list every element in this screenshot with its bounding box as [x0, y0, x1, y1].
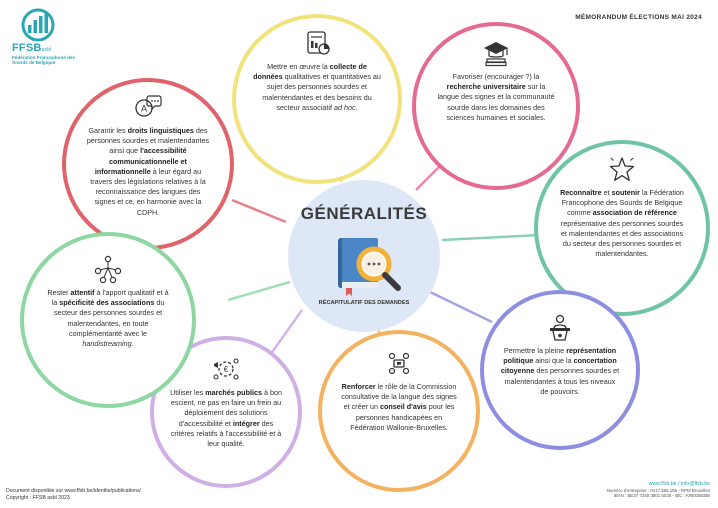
- logo-subtitle: Fédération Francophone des Sourds de Belgique: [12, 55, 76, 66]
- footer-right: [607, 482, 710, 499]
- memo-title: MÉMORANDUM ÉLECTIONS MAI 2024: [575, 14, 702, 21]
- circle-attentif: [20, 232, 196, 408]
- circle-collecte: [232, 14, 402, 184]
- svg-text:€: €: [223, 365, 229, 374]
- footer-left: [6, 488, 141, 501]
- circle-droits: [62, 78, 234, 250]
- public-procurement-icon: [211, 354, 241, 384]
- connector-marches: [268, 310, 302, 358]
- text-attentif: Rester attentif à l'apport qualitatif et à la spécificité des associations du secteur des personnes sourdes et malentendantes, en toute complémentarité avec le handistreaming.: [47, 288, 169, 349]
- footer-document-link: Document disponible sur www.ffsb.be/identite/publications/: [6, 488, 141, 494]
- footer-copyright: Copyright : FFSB asbl 2023: [6, 494, 70, 501]
- text-marches: Utiliser les marchés publics à bon escient, ne pas en faire un frein au déploiement des solutions d'accessibilité et intégrer des critères relatifs à l'accessibilité et à leur qualité.: [170, 388, 282, 449]
- connector-attentif: [228, 282, 290, 300]
- data-dashboard-icon: [302, 28, 332, 58]
- text-representation: Permettre la pleine représentation politique ainsi que la concertation citoyenne des personnes sourdes et malentendantes à tous les niveaux de pouvoirs.: [500, 346, 620, 396]
- language-speech-icon: [133, 92, 163, 122]
- center-subtitle: RÉCAPITULATIF DES DEMANDES: [318, 300, 410, 306]
- speaker-podium-icon: [545, 312, 575, 342]
- connector-droits: [232, 200, 286, 222]
- svg-text:A: A: [140, 103, 148, 114]
- connector-representation: [430, 292, 492, 322]
- logo-text: FFSBasbl: [12, 42, 52, 54]
- graduation-cap-icon: [481, 38, 511, 68]
- center-hub: [288, 180, 440, 332]
- text-collecte: Mettre en œuvre la collecte de données qualitatives et quantitatives au sujet des personnes sourdes et malentendantes et des besoins du secteur associatif ad hoc.: [253, 62, 381, 112]
- center-title: GÉNÉRALITÉS: [300, 204, 428, 223]
- meeting-table-icon: [384, 348, 414, 378]
- text-droits: Garantir les droits linguistiques des personnes sourdes et malentendantes ainsi que l'accessibilité communicationnelle et informationnelle à leur égard au travers des législations relatives à la reconnaissance des langues des signes et ce, en harmonie avec la CDPH.: [86, 126, 210, 217]
- circle-recherche: [412, 22, 580, 190]
- text-reconnaitre: Reconnaître et soutenir la Fédération Francophone des Sourds de Belgique comme association de référence représentative des personnes sourdes et malentendantes et des associations du secteur des personnes sourdes et malentendantes.: [560, 188, 684, 259]
- footer-website: www.ffsb.be / info@ffsb.be: [648, 481, 710, 487]
- footer-company-number: Numéro d'entreprise : 0417.366.155 - RPM Bruxelles: [606, 487, 710, 493]
- network-people-icon: [93, 254, 123, 284]
- circle-conseil: [318, 330, 480, 492]
- star-icon: [607, 154, 637, 184]
- text-conseil: Renforcer le rôle de la Commission consultative de la langue des signes et créer un conseil d'avis pour les personnes handicapées en Fédération Wallonie-Bruxelles.: [341, 382, 457, 432]
- footer-bank-details: IBAN : BE37 7340 3801 5028 - BIC : KREDBEBB: [613, 493, 710, 499]
- connector-reconnaitre: [442, 235, 540, 240]
- text-recherche: Favoriser (encourager ?) la recherche universitaire sur la langue des signes et la communauté sourde dans les domaines des sciences humaines et sociales.: [437, 72, 555, 122]
- book-magnifier-icon: [332, 232, 406, 298]
- circle-representation: [480, 290, 640, 450]
